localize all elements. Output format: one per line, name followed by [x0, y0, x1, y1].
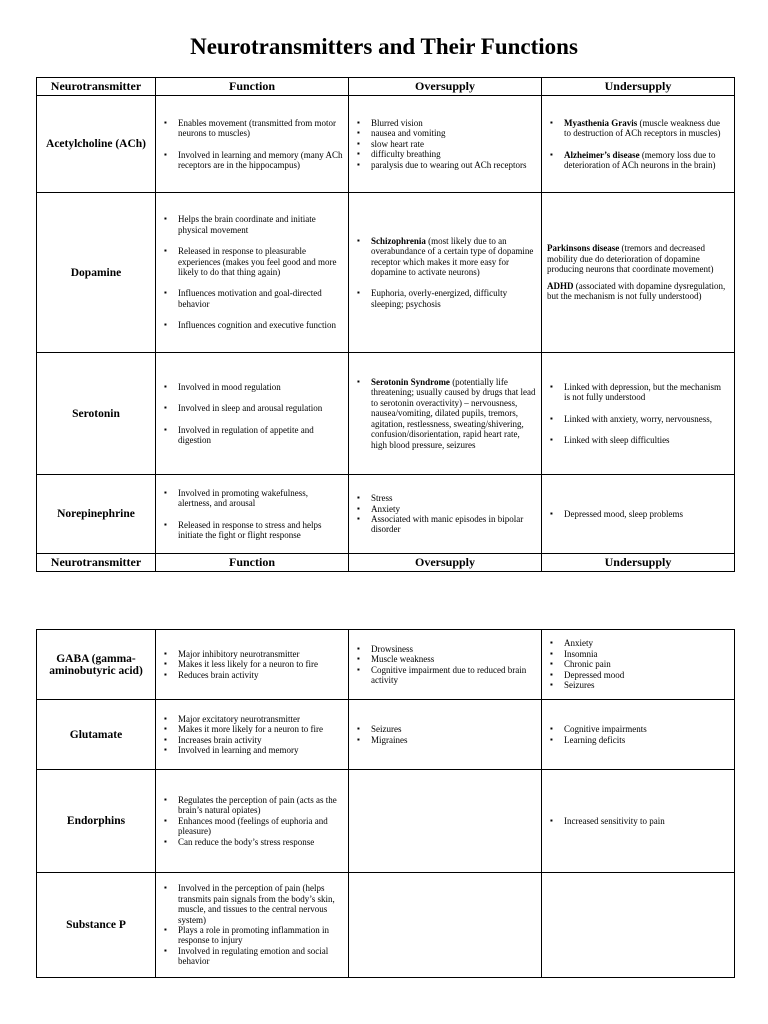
condition-name: ADHD — [547, 280, 574, 291]
function-cell — [156, 630, 349, 700]
list-item: ▪ Involved in the perception of pain (helps transmits pain signals from the body’s skin, muscle, and tissues to the central nervous system) — [161, 883, 343, 925]
spacer — [161, 414, 343, 425]
list-item: ▪ Increases brain activity — [161, 735, 343, 745]
list-item: ▪ Blurred vision — [354, 118, 536, 128]
function-cell — [156, 700, 349, 770]
list-item: ▪ Regulates the perception of pain (acts as the brain’s natural opiates) — [161, 795, 343, 816]
list-item: ▪ Makes it more likely for a neuron to fire — [161, 724, 343, 734]
list-item: ▪ Seizures — [354, 724, 536, 734]
function-cell — [156, 193, 349, 353]
condition-name: Serotonin Syndrome — [371, 377, 450, 388]
header-neurotransmitter: Neurotransmitter — [37, 78, 156, 96]
neurotransmitter-name: Glutamate — [37, 700, 156, 770]
list-item: ▪ Linked with sleep difficulties — [547, 435, 729, 445]
list-item: ▪ Linked with anxiety, worry, nervousness, — [547, 414, 729, 424]
header-neurotransmitter: Neurotransmitter — [37, 554, 156, 572]
header-oversupply: Oversupply — [349, 78, 542, 96]
row-norepinephrine — [37, 475, 735, 554]
list-item — [354, 377, 536, 450]
list-item: ▪ Can reduce the body’s stress response — [161, 837, 343, 847]
neurotransmitter-name: GABA (gamma-aminobutyric acid) — [37, 630, 156, 700]
condition-name: Parkinsons disease — [547, 243, 620, 254]
list-item: ▪ Influences motivation and goal-directed behavior — [161, 288, 343, 309]
list-item: ▪ Linked with depression, but the mechanism is not fully understood — [547, 382, 729, 403]
list-item: ▪ Anxiety — [354, 504, 536, 514]
list-item: ▪ Helps the brain coordinate and initiate physical movement — [161, 214, 343, 235]
spacer — [161, 235, 343, 246]
spacer — [547, 139, 729, 150]
header-function: Function — [156, 554, 349, 572]
oversupply-cell — [349, 873, 542, 978]
list-item: ▪ Involved in regulation of appetite and digestion — [161, 425, 343, 446]
oversupply-cell — [349, 353, 542, 475]
function-cell — [156, 873, 349, 978]
neurotransmitter-table-2 — [36, 629, 735, 978]
header-undersupply: Undersupply — [542, 78, 735, 96]
neurotransmitter-name: Dopamine — [37, 193, 156, 353]
condition-desc: (potentially life threatening; usually caused by drugs that lead to serotonin overactivity) – nervousness, nausea/vomiting, dilated pupils, tremors, agitation, restlessness, sweating/shivering, confusion/disorientation, rapid heart rate, high blood pressure, seizures — [371, 377, 536, 450]
row-substance-p — [37, 873, 735, 978]
list-item: ▪ Involved in regulating emotion and social behavior — [161, 946, 343, 967]
list-item: ▪ slow heart rate — [354, 139, 536, 149]
list-item: ▪ Euphoria, overly-energized, difficulty sleeping; psychosis — [354, 288, 536, 309]
list-item: ▪ Plays a role in promoting inflammation in response to injury — [161, 925, 343, 946]
list-item: ▪ Drowsiness — [354, 644, 536, 654]
page-title: Neurotransmitters and Their Functions — [190, 34, 578, 59]
row-acetylcholine — [37, 96, 735, 193]
condition-name: Schizophrenia — [371, 235, 426, 246]
neurotransmitter-table-1 — [36, 77, 735, 572]
spacer — [161, 139, 343, 150]
neurotransmitter-name: Norepinephrine — [37, 475, 156, 554]
list-item: ▪ Muscle weakness — [354, 654, 536, 664]
list-item: ▪ Released in response to pleasurable experiences (makes you feel good and more likely to do that thing again) — [161, 246, 343, 277]
list-item: ▪ Involved in learning and memory — [161, 745, 343, 755]
condition-desc: (tremors and decreased mobility due do deterioration of dopamine producing neurons that coordinate movement) — [547, 243, 714, 275]
list-item: ▪ difficulty breathing — [354, 149, 536, 159]
row-dopamine — [37, 193, 735, 353]
list-item: ▪ Cognitive impairment due to reduced brain activity — [354, 665, 536, 686]
oversupply-cell — [349, 700, 542, 770]
list-item: ▪ Makes it less likely for a neuron to fire — [161, 659, 343, 669]
condition-name: Alzheimer’s disease — [564, 149, 640, 160]
list-item: ▪ paralysis due to wearing out ACh receptors — [354, 160, 536, 170]
list-item: ▪ Learning deficits — [547, 735, 729, 745]
list-item: ▪ Involved in learning and memory (many ACh receptors are in the hippocampus) — [161, 150, 343, 171]
oversupply-cell — [349, 770, 542, 873]
oversupply-cell — [349, 96, 542, 193]
neurotransmitter-name: Endorphins — [37, 770, 156, 873]
list-item: ▪ Major inhibitory neurotransmitter — [161, 649, 343, 659]
condition-name: Myasthenia Gravis — [564, 117, 638, 128]
condition-desc: (muscle weakness due to destruction of ACh receptors in muscles) — [564, 117, 721, 139]
list-item — [547, 150, 729, 171]
spacer — [161, 309, 343, 320]
header-oversupply: Oversupply — [349, 554, 542, 572]
undersupply-cell — [542, 630, 735, 700]
header-function: Function — [156, 78, 349, 96]
row-serotonin — [37, 353, 735, 475]
row-glutamate — [37, 700, 735, 770]
list-item: ▪ Insomnia — [547, 649, 729, 659]
function-cell — [156, 353, 349, 475]
condition-desc: (associated with dopamine dysregulation, but the mechanism is not fully understood) — [547, 280, 726, 302]
oversupply-cell — [349, 193, 542, 353]
header-row — [37, 78, 735, 96]
undersupply-cell — [542, 475, 735, 554]
list-item: ▪ nausea and vomiting — [354, 128, 536, 138]
function-cell — [156, 96, 349, 193]
spacer — [161, 509, 343, 520]
row-gaba — [37, 630, 735, 700]
list-item: ▪ Depressed mood, sleep problems — [547, 509, 729, 519]
condition-desc: (memory loss due to deterioration of ACh neurons in the brain) — [564, 149, 716, 170]
neurotransmitter-name: Acetylcholine (ACh) — [37, 96, 156, 193]
list-item: ▪ Reduces brain activity — [161, 670, 343, 680]
list-item — [547, 118, 729, 139]
list-item: ▪ Chronic pain — [547, 659, 729, 669]
header-undersupply: Undersupply — [542, 554, 735, 572]
spacer — [547, 424, 729, 435]
list-item: ▪ Stress — [354, 493, 536, 503]
list-item — [354, 236, 536, 278]
condition-desc: (most likely due to an overabundance of a certain type of dopamine receptor which makes it more easy for dopamine to activate neurons) — [371, 235, 534, 277]
list-item: ▪ Involved in mood regulation — [161, 382, 343, 392]
list-item: ▪ Increased sensitivity to pain — [547, 816, 729, 826]
function-cell — [156, 475, 349, 554]
list-item: ▪ Anxiety — [547, 638, 729, 648]
undersupply-cell — [542, 873, 735, 978]
list-item: ▪ Enhances mood (feelings of euphoria and pleasure) — [161, 816, 343, 837]
list-item: ▪ Migraines — [354, 735, 536, 745]
neurotransmitter-name: Substance P — [37, 873, 156, 978]
undersupply-paragraph — [547, 243, 729, 274]
list-item: ▪ Influences cognition and executive function — [161, 320, 343, 330]
function-cell — [156, 770, 349, 873]
list-item: ▪ Depressed mood — [547, 670, 729, 680]
oversupply-cell — [349, 630, 542, 700]
undersupply-cell — [542, 770, 735, 873]
neurotransmitter-name: Serotonin — [37, 353, 156, 475]
spacer — [161, 392, 343, 403]
list-item: ▪ Cognitive impairments — [547, 724, 729, 734]
list-item: ▪ Enables movement (transmitted from motor neurons to muscles) — [161, 118, 343, 139]
spacer — [161, 277, 343, 288]
list-item: ▪ Involved in promoting wakefulness, alertness, and arousal — [161, 488, 343, 509]
list-item: ▪ Released in response to stress and helps initiate the fight or flight response — [161, 520, 343, 541]
undersupply-cell — [542, 96, 735, 193]
list-item: ▪ Major excitatory neurotransmitter — [161, 714, 343, 724]
list-item: ▪ Seizures — [547, 680, 729, 690]
undersupply-paragraph — [547, 281, 729, 302]
row-endorphins — [37, 770, 735, 873]
oversupply-cell — [349, 475, 542, 554]
spacer — [547, 403, 729, 414]
list-item: ▪ Associated with manic episodes in bipolar disorder — [354, 514, 536, 535]
list-item: ▪ Involved in sleep and arousal regulation — [161, 403, 343, 413]
undersupply-cell — [542, 700, 735, 770]
undersupply-cell — [542, 353, 735, 475]
spacer — [354, 277, 536, 288]
undersupply-cell — [542, 193, 735, 353]
footer-header-row — [37, 554, 735, 572]
